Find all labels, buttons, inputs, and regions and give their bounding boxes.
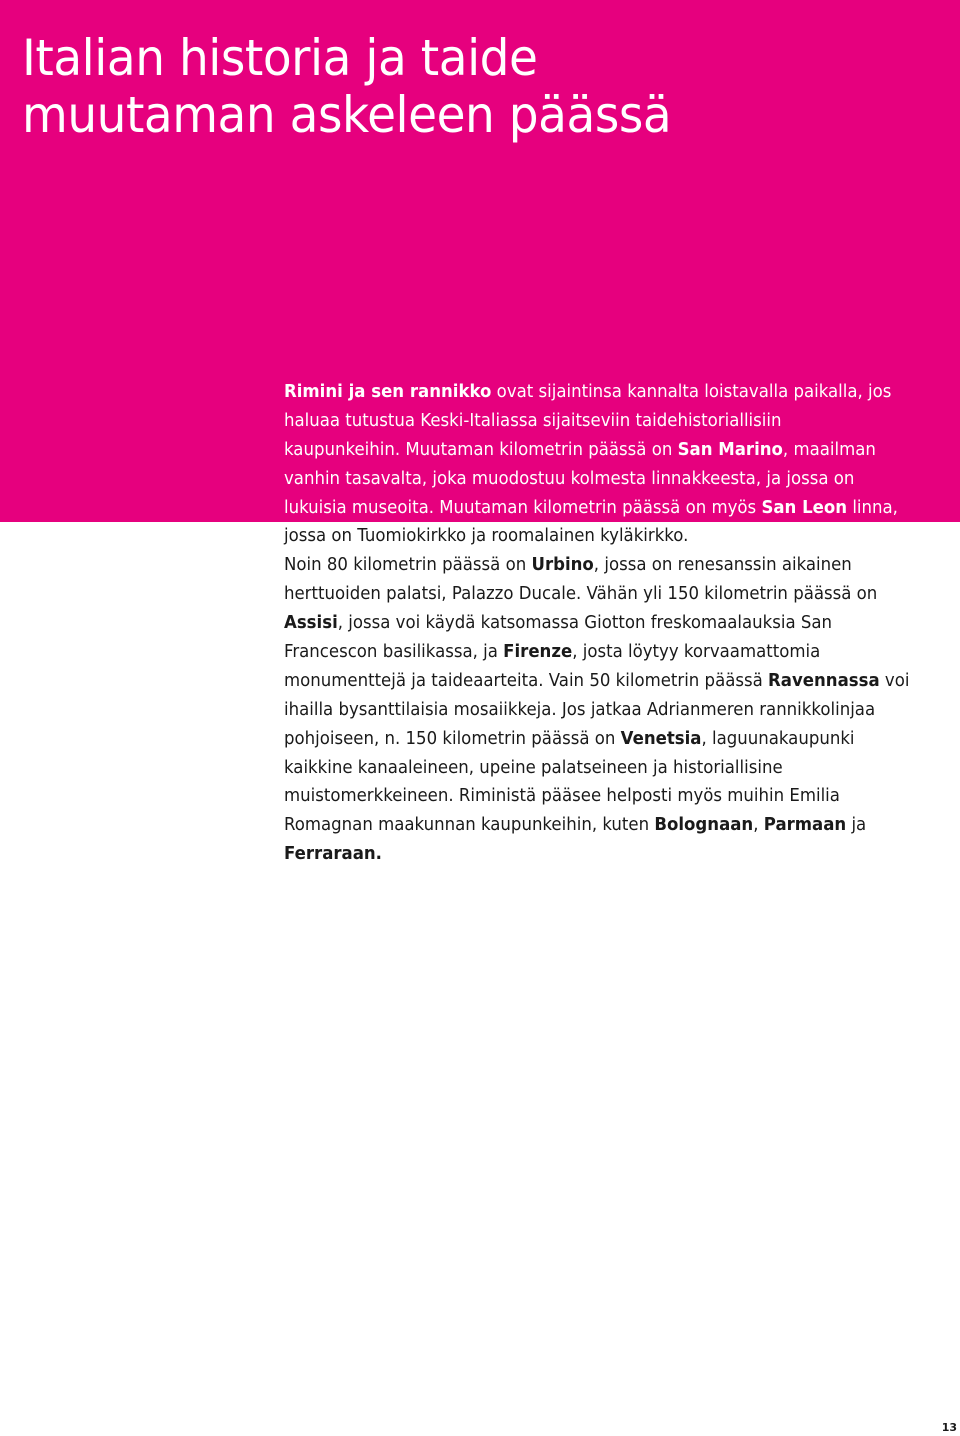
place-name: San Marino: [677, 438, 783, 460]
text-run: Romagnan maakunnan kaupunkeihin, kuten: [284, 814, 655, 836]
text-run: , jossa voi käydä katsomassa Giotton freskomaalauksia San: [337, 612, 833, 634]
text-run: Noin 80 kilometrin päässä on: [284, 554, 532, 576]
text-run: voi: [879, 669, 910, 691]
text-line: [284, 407, 902, 436]
text-line: [284, 580, 902, 609]
text-line: [284, 522, 902, 551]
text-run: ihailla bysanttilaisia mosaiikkeja. Jos jatkaa Adrianmeren rannikkolinjaa: [284, 698, 876, 720]
text-line: [284, 638, 902, 667]
text-line: [284, 667, 910, 696]
title-line-1: Italian historia ja taide: [22, 29, 538, 87]
text-run: , josta löytyy korvaamattomia: [572, 641, 821, 663]
text-run: , maailman: [782, 438, 876, 460]
place-name: San Leon: [761, 496, 848, 518]
text-run: haluaa tutustua Keski-Italiassa sijaitseviin taidehistoriallisiin: [284, 409, 782, 431]
article-paragraph: [284, 378, 910, 869]
text-run: muistomerkkeineen. Riministä pääsee helposti myös muihin Emilia: [284, 785, 840, 807]
place-name: Parmaan: [763, 814, 847, 836]
text-run: vanhin tasavalta, joka muodostuu kolmesta linnakkeesta, ja jossa on: [284, 467, 855, 489]
place-name: Ferraraan.: [284, 843, 382, 865]
text-line: [284, 782, 902, 811]
text-run: herttuoiden palatsi, Palazzo Ducale. Vähän yli 150 kilometrin päässä on: [284, 583, 878, 605]
place-name: Ravennassa: [768, 669, 880, 691]
place-name: Venetsia: [620, 727, 702, 749]
text-run: kaupunkeihin. Muutaman kilometrin päässä on: [284, 438, 678, 460]
text-run: pohjoiseen, n. 150 kilometrin päässä on: [284, 727, 621, 749]
page-number: 13: [941, 1421, 957, 1434]
place-name: Rimini ja sen rannikko: [284, 381, 492, 402]
place-name: Urbino: [531, 554, 594, 576]
text-line: [284, 840, 902, 869]
text-line: [284, 696, 902, 725]
text-line: [284, 609, 902, 638]
title-line-2: muutaman askeleen päässä: [22, 86, 672, 144]
text-run: lukuisia museoita. Muutaman kilometrin päässä on myös: [284, 496, 762, 518]
place-name: Assisi: [284, 612, 338, 634]
text-run: kaikkine kanaaleineen, upeine palatseineen ja historiallisine: [284, 756, 783, 778]
text-run: , jossa on renesanssin aikainen: [593, 554, 852, 576]
text-run: , laguunakaupunki: [701, 727, 855, 749]
text-line: [284, 465, 902, 494]
text-line: [284, 725, 902, 754]
text-line: [284, 494, 902, 523]
page-title: [22, 30, 671, 144]
text-line: [284, 754, 902, 783]
text-run: ovat sijaintinsa kannalta loistavalla paikalla, jos: [491, 381, 892, 402]
text-line: [284, 811, 902, 840]
text-run: ,: [753, 814, 764, 836]
text-line: [284, 436, 902, 465]
text-run: ja: [846, 814, 867, 836]
text-run: jossa on Tuomiokirkko ja roomalainen kyläkirkko.: [284, 525, 689, 547]
text-line: [284, 378, 902, 407]
place-name: Bolognaan: [654, 814, 754, 836]
text-run: monumenttejä ja taideaarteita. Vain 50 kilometrin päässä: [284, 669, 769, 691]
place-name: Firenze: [503, 641, 573, 663]
text-run: Francescon basilikassa, ja: [284, 641, 504, 663]
text-run: linna,: [847, 496, 898, 518]
text-line: [284, 551, 902, 580]
